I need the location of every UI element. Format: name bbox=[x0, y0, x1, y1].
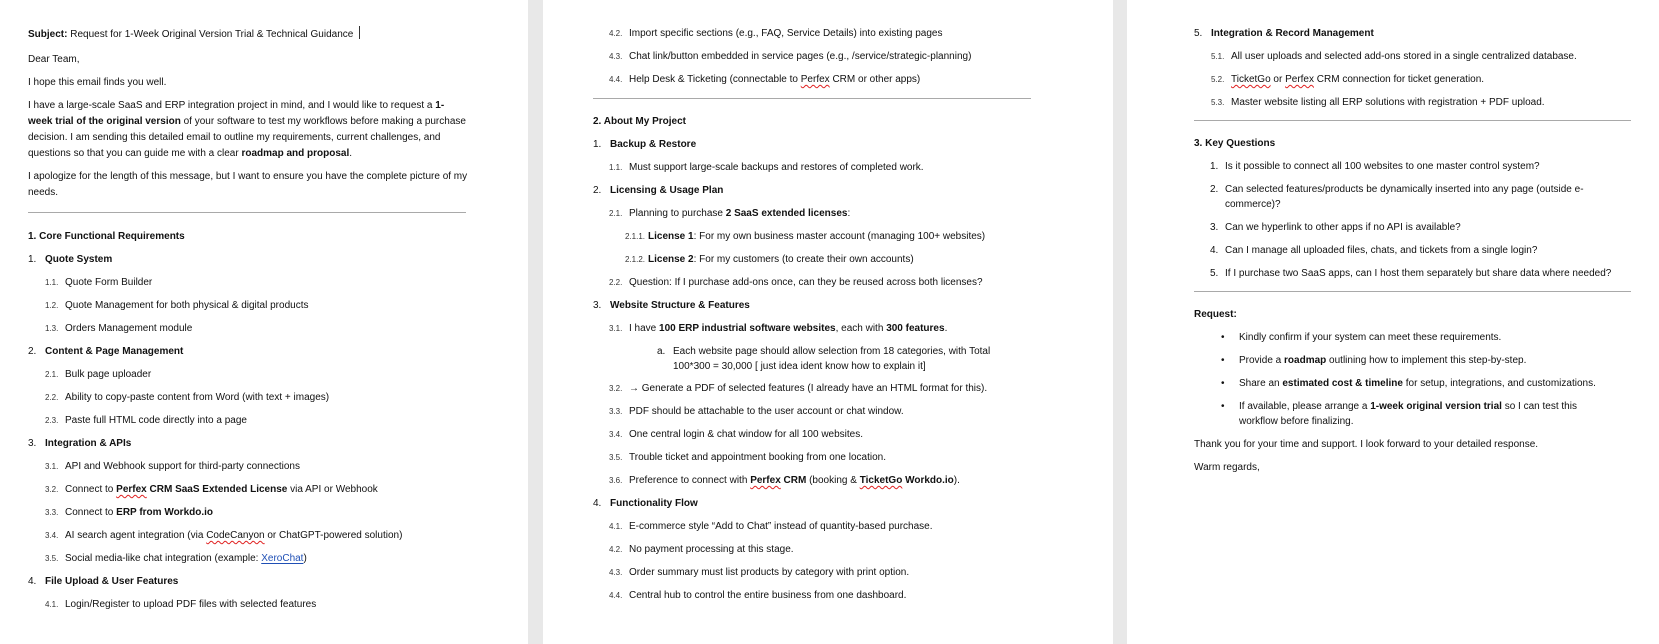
list-text: Bulk page uploader bbox=[65, 369, 152, 380]
list-item bbox=[609, 321, 1113, 336]
bold-run: CRM bbox=[780, 475, 807, 486]
list-text bbox=[65, 528, 425, 543]
list-text: Login/Register to upload PDF files with selected features bbox=[65, 599, 317, 610]
list-text: API and Webhook support for third-party connections bbox=[65, 461, 300, 472]
list-number: 2.1. bbox=[45, 370, 59, 379]
bullet-icon: • bbox=[1221, 401, 1225, 412]
question-item bbox=[1210, 266, 1659, 281]
list-number: 2.2. bbox=[609, 278, 623, 287]
list-level1-item bbox=[1194, 26, 1659, 41]
list-item bbox=[45, 321, 528, 336]
list-number: 4.1. bbox=[45, 600, 59, 609]
list-text: → Generate a PDF of selected features (I already have an HTML format for this). bbox=[629, 383, 988, 394]
list-level1-item bbox=[28, 344, 528, 359]
list-text bbox=[65, 482, 425, 497]
bold-run: 2 SaaS extended licenses bbox=[725, 208, 848, 219]
document-page-1 bbox=[0, 0, 528, 644]
text-run: . bbox=[349, 148, 353, 159]
list-number: 4.3. bbox=[609, 52, 623, 61]
list-number: 2.1. bbox=[609, 209, 623, 218]
document-page-3 bbox=[1127, 0, 1659, 644]
list-text bbox=[629, 206, 1029, 221]
text-run: I have a large-scale SaaS and ERP integration project in mind, and I would like to request a bbox=[28, 100, 436, 111]
list-number: 3.1. bbox=[45, 462, 59, 471]
list-title: Functionality Flow bbox=[610, 498, 698, 509]
section-heading-about-project: 2. About My Project bbox=[593, 116, 686, 127]
bullet-icon: • bbox=[1221, 332, 1225, 343]
list-title: Website Structure & Features bbox=[610, 300, 750, 311]
text-run: ) bbox=[303, 553, 307, 564]
list-text: Trouble ticket and appointment booking from one location. bbox=[629, 452, 887, 463]
text-run: Help Desk & Ticketing (connectable to bbox=[629, 74, 801, 85]
list-number: 2. bbox=[28, 346, 37, 357]
list-number: 4. bbox=[1210, 245, 1219, 256]
list-item bbox=[45, 390, 528, 405]
list-item bbox=[609, 542, 1113, 557]
list-item bbox=[609, 49, 1113, 64]
section-heading-core-requirements: 1. Core Functional Requirements bbox=[28, 231, 185, 242]
text-run: CRM connection for ticket generation. bbox=[1314, 74, 1485, 85]
list-number: 2.3. bbox=[45, 416, 59, 425]
list-number: 3.1. bbox=[609, 324, 623, 333]
list-number: 3.6. bbox=[609, 476, 623, 485]
list-level1-item bbox=[593, 298, 1113, 313]
subject-label: Subject: bbox=[28, 29, 68, 40]
spellcheck-word[interactable]: TicketGo bbox=[859, 475, 903, 486]
bullet-item bbox=[1221, 330, 1659, 345]
list-number: 5. bbox=[1210, 268, 1219, 279]
bullet-icon: • bbox=[1221, 355, 1225, 366]
list-text bbox=[648, 252, 914, 267]
bullet-item bbox=[1221, 399, 1659, 429]
text-run: Connect to bbox=[65, 484, 117, 495]
text-run: via API or Webhook bbox=[287, 484, 378, 495]
list-item bbox=[1211, 49, 1659, 64]
question-item bbox=[1210, 159, 1659, 174]
horizontal-rule bbox=[1194, 120, 1631, 121]
text-run: for setup, integrations, and customizations. bbox=[1402, 378, 1596, 389]
paragraph-request bbox=[28, 98, 468, 162]
list-text: Chat link/button embedded in service pages (e.g., /service/strategic-planning) bbox=[629, 51, 972, 62]
question-item bbox=[1210, 182, 1659, 212]
text-run: of your software to test my workflows before making a purchase decision. I am sending this detailed email to outline my requirements, current challenges, and questions so that you can guide me with a clear bbox=[28, 116, 469, 159]
list-item bbox=[45, 597, 528, 612]
text-run: Share an bbox=[1239, 378, 1283, 389]
bold-run: roadmap bbox=[1284, 355, 1327, 366]
list-title: Backup & Restore bbox=[610, 139, 697, 150]
text-run: AI search agent integration (via bbox=[65, 530, 207, 541]
list-number: 4.2. bbox=[609, 545, 623, 554]
list-number: 1.1. bbox=[609, 163, 623, 172]
list-item bbox=[45, 413, 528, 428]
list-item bbox=[609, 404, 1113, 419]
list-number: 5.1. bbox=[1211, 52, 1225, 61]
text-run: Social media-like chat integration (example: bbox=[65, 553, 262, 564]
list-number: 1. bbox=[1210, 161, 1219, 172]
list-number: 3.5. bbox=[609, 453, 623, 462]
spellcheck-word[interactable]: Perfex bbox=[116, 484, 147, 495]
list-number: 4.4. bbox=[609, 591, 623, 600]
list-level1-item bbox=[28, 252, 528, 267]
list-text bbox=[629, 473, 1029, 488]
text-run: Connect to bbox=[65, 507, 117, 518]
list-text bbox=[65, 505, 425, 520]
list-level1-item bbox=[593, 183, 1113, 198]
list-level1-item bbox=[28, 436, 528, 451]
text-run: Provide a bbox=[1239, 355, 1285, 366]
bullet-icon: • bbox=[1221, 378, 1225, 389]
list-number: 4.2. bbox=[609, 29, 623, 38]
question-item bbox=[1210, 243, 1659, 258]
text-run: Planning to purchase bbox=[629, 208, 726, 219]
bullet-item bbox=[1221, 353, 1659, 368]
list-number: 2. bbox=[593, 185, 602, 196]
list-title: Licensing & Usage Plan bbox=[610, 185, 724, 196]
list-text bbox=[1239, 353, 1614, 368]
closing-thanks: Thank you for your time and support. I look forward to your detailed response. bbox=[1194, 439, 1539, 450]
list-text: Each website page should allow selection from 18 categories, with Total 100*300 = 30,000 [ just idea ident know how to explain it] bbox=[673, 346, 991, 372]
bold-run: License 1 bbox=[648, 231, 694, 242]
list-text: Can I manage all uploaded files, chats, and tickets from a single login? bbox=[1225, 245, 1538, 256]
text-run: or ChatGPT-powered solution) bbox=[264, 530, 403, 541]
list-number: 2.2. bbox=[45, 393, 59, 402]
subject-text: Request for 1-Week Original Version Trial & Technical Guidance bbox=[67, 29, 354, 40]
text-run: If available, please arrange a bbox=[1239, 401, 1371, 412]
list-number: a. bbox=[657, 346, 666, 357]
list-number: 3. bbox=[28, 438, 37, 449]
text-run: : For my own business master account (managing 100+ websites) bbox=[693, 231, 986, 242]
list-level1-item bbox=[28, 574, 528, 589]
list-text: Is it possible to connect all 100 websites to one master control system? bbox=[1225, 161, 1540, 172]
list-number: 5.2. bbox=[1211, 75, 1225, 84]
list-number: 1.1. bbox=[45, 278, 59, 287]
list-number: 1. bbox=[28, 254, 37, 265]
spellcheck-word[interactable]: Perfex bbox=[750, 475, 781, 486]
spellcheck-word[interactable]: Perfex bbox=[800, 74, 830, 85]
list-number: 1.3. bbox=[45, 324, 59, 333]
text-cursor bbox=[359, 26, 360, 39]
spellcheck-word[interactable]: Perfex bbox=[1285, 74, 1314, 85]
text-run: CRM or other apps) bbox=[829, 74, 921, 85]
text-run: (booking & bbox=[806, 475, 860, 486]
text-run: , each with bbox=[835, 323, 887, 334]
text-run: . bbox=[944, 323, 948, 334]
list-text: Orders Management module bbox=[65, 323, 193, 334]
list-item bbox=[45, 482, 528, 497]
list-number: 3.4. bbox=[609, 430, 623, 439]
list-text: Central hub to control the entire business from one dashboard. bbox=[629, 590, 907, 601]
horizontal-rule bbox=[28, 212, 466, 213]
list-number: 1. bbox=[593, 139, 602, 150]
list-text: Quote Management for both physical & digital products bbox=[65, 300, 309, 311]
list-text: Kindly confirm if your system can meet these requirements. bbox=[1239, 332, 1502, 343]
list-number: 4.4. bbox=[609, 75, 623, 84]
list-text: No payment processing at this stage. bbox=[629, 544, 794, 555]
list-title: Integration & APIs bbox=[45, 438, 132, 449]
paragraph-apology: I apologize for the length of this message, but I want to ensure you have the complete picture of my needs. bbox=[28, 171, 470, 198]
list-text: Import specific sections (e.g., FAQ, Service Details) into existing pages bbox=[629, 28, 943, 39]
list-number: 4.1. bbox=[609, 522, 623, 531]
list-text: Paste full HTML code directly into a page bbox=[65, 415, 247, 426]
list-text bbox=[65, 551, 425, 566]
list-number: 3.5. bbox=[45, 554, 59, 563]
list-number: 1.2. bbox=[45, 301, 59, 310]
list-text: Order summary must list products by category with print option. bbox=[629, 567, 910, 578]
list-item bbox=[1211, 95, 1659, 110]
list-text: Quote Form Builder bbox=[65, 277, 153, 288]
list-item bbox=[45, 528, 528, 543]
text-run: I have bbox=[629, 323, 660, 334]
list-number: 4.3. bbox=[609, 568, 623, 577]
list-number: 3. bbox=[593, 300, 602, 311]
list-item bbox=[45, 505, 528, 520]
list-level1-item bbox=[593, 496, 1113, 511]
list-item bbox=[609, 26, 1113, 41]
list-title: File Upload & User Features bbox=[45, 576, 179, 587]
text-run: ). bbox=[953, 475, 960, 486]
list-item bbox=[1211, 72, 1659, 87]
list-number: 3. bbox=[1210, 222, 1219, 233]
list-number: 2. bbox=[1210, 184, 1219, 195]
list-item bbox=[609, 519, 1113, 534]
list-text bbox=[629, 72, 1029, 87]
list-text: One central login & chat window for all 100 websites. bbox=[629, 429, 864, 440]
bold-run: 1-week original version trial bbox=[1370, 401, 1502, 412]
horizontal-rule bbox=[593, 98, 1031, 99]
horizontal-rule bbox=[1194, 291, 1631, 292]
spellcheck-word[interactable]: TicketGo bbox=[1231, 74, 1271, 85]
list-number: 2.1.2. bbox=[625, 255, 646, 264]
list-item bbox=[625, 252, 1113, 267]
text-run: outlining how to implement this step-by-step. bbox=[1326, 355, 1527, 366]
list-text bbox=[629, 321, 1029, 336]
list-text: Master website listing all ERP solutions with registration + PDF upload. bbox=[1231, 97, 1545, 108]
bold-run: roadmap and proposal bbox=[241, 148, 350, 159]
list-text: E-commerce style “Add to Chat” instead of quantity-based purchase. bbox=[629, 521, 933, 532]
list-number: 3.3. bbox=[45, 508, 59, 517]
list-number: 4. bbox=[593, 498, 602, 509]
list-text bbox=[1239, 376, 1614, 391]
list-title: Quote System bbox=[45, 254, 113, 265]
list-item bbox=[609, 473, 1113, 488]
bold-run: Workdo.io bbox=[902, 475, 954, 486]
list-item bbox=[609, 381, 1113, 396]
bold-run: 100 ERP industrial software websites bbox=[659, 323, 836, 334]
paragraph-intro: I hope this email finds you well. bbox=[28, 77, 167, 88]
list-item bbox=[609, 450, 1113, 465]
question-item bbox=[1210, 220, 1659, 235]
list-text bbox=[1231, 72, 1631, 87]
list-number: 3.4. bbox=[45, 531, 59, 540]
request-heading: Request: bbox=[1194, 309, 1237, 320]
list-item bbox=[609, 275, 1113, 290]
text-run: so I can test this workflow before finalizing. bbox=[1239, 401, 1577, 427]
xerochat-link[interactable]: XeroChat bbox=[261, 553, 304, 564]
list-item bbox=[609, 427, 1113, 442]
bold-run: estimated cost & timeline bbox=[1282, 378, 1403, 389]
list-item bbox=[609, 206, 1113, 221]
list-text: All user uploads and selected add-ons stored in a single centralized database. bbox=[1231, 51, 1577, 62]
list-level1-item bbox=[593, 137, 1113, 152]
list-item bbox=[609, 72, 1113, 87]
list-item bbox=[45, 459, 528, 474]
list-item bbox=[45, 275, 528, 290]
greeting: Dear Team, bbox=[28, 54, 80, 65]
list-item bbox=[609, 565, 1113, 580]
list-number: 3.2. bbox=[609, 384, 623, 393]
list-item bbox=[45, 367, 528, 382]
list-number: 4. bbox=[28, 576, 37, 587]
list-number: 3.2. bbox=[45, 485, 59, 494]
bold-run: 1-week trial of the original version bbox=[28, 100, 445, 127]
list-text: Can we hyperlink to other apps if no API is available? bbox=[1225, 222, 1461, 233]
list-text: Must support large-scale backups and restores of completed work. bbox=[629, 162, 924, 173]
list-text bbox=[1239, 399, 1614, 429]
list-title: Content & Page Management bbox=[45, 346, 184, 357]
list-text: PDF should be attachable to the user account or chat window. bbox=[629, 406, 904, 417]
document-page-2 bbox=[543, 0, 1113, 644]
list-text: Question: If I purchase add-ons once, can they be reused across both licenses? bbox=[629, 277, 983, 288]
list-item bbox=[609, 588, 1113, 603]
bold-run: CRM SaaS Extended License bbox=[146, 484, 288, 495]
text-run: : For my customers (to create their own accounts) bbox=[693, 254, 914, 265]
subject-line[interactable] bbox=[28, 26, 468, 43]
text-run: : bbox=[847, 208, 851, 219]
text-run: or bbox=[1270, 74, 1286, 85]
bold-run: ERP from Workdo.io bbox=[116, 507, 214, 518]
list-title: Integration & Record Management bbox=[1211, 28, 1374, 39]
bullet-item bbox=[1221, 376, 1659, 391]
list-item bbox=[657, 344, 1113, 374]
list-number: 5.3. bbox=[1211, 98, 1225, 107]
spellcheck-word[interactable]: CodeCanyon bbox=[206, 530, 265, 541]
list-item bbox=[45, 551, 528, 566]
list-number: 5. bbox=[1194, 28, 1203, 39]
list-item bbox=[625, 229, 1113, 244]
list-text: Ability to copy-paste content from Word (with text + images) bbox=[65, 392, 330, 403]
bold-run: 300 features bbox=[886, 323, 945, 334]
list-number: 2.1.1. bbox=[625, 232, 646, 241]
list-number: 3.3. bbox=[609, 407, 623, 416]
list-text: If I purchase two SaaS apps, can I host them separately but share data where needed? bbox=[1225, 268, 1612, 279]
bold-run: License 2 bbox=[648, 254, 694, 265]
text-run: Preference to connect with bbox=[629, 475, 751, 486]
list-text: Can selected features/products be dynamically inserted into any page (outside e-commerce)? bbox=[1225, 184, 1584, 210]
list-text bbox=[648, 229, 985, 244]
signoff: Warm regards, bbox=[1194, 462, 1260, 473]
list-item bbox=[609, 160, 1113, 175]
list-item bbox=[45, 298, 528, 313]
section-heading-key-questions: 3. Key Questions bbox=[1194, 138, 1276, 149]
